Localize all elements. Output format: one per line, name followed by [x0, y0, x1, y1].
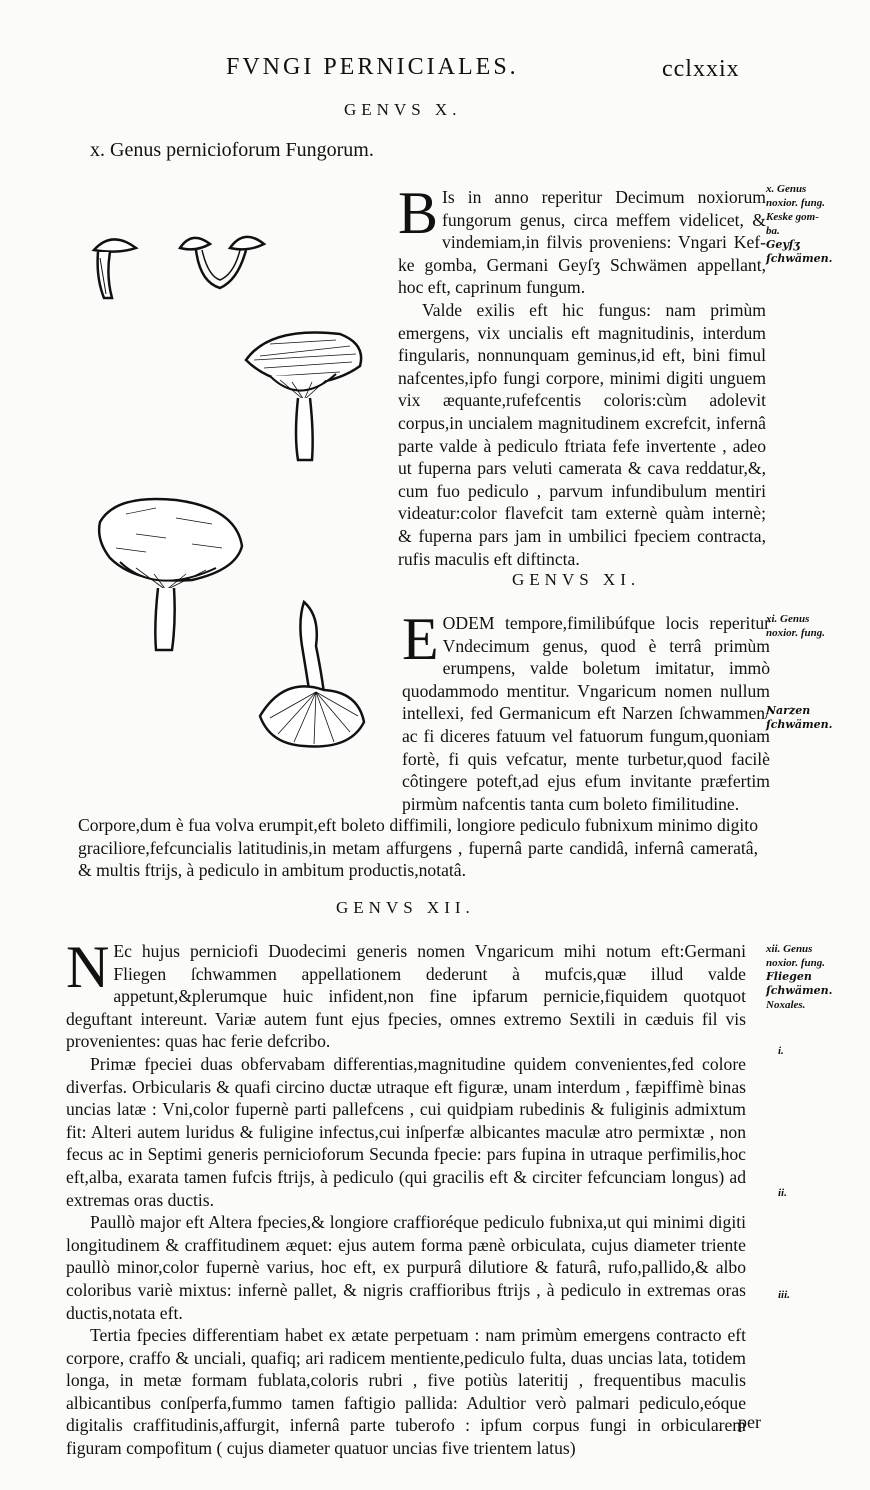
genus-xi-para-2: Corpore,dum è fua volva erumpit,eft boleto diffimili, longiore pediculo fubnixum minimo digito graciliore,fefcuncialis latitudinis,in metam affurgens , fupernâ parte candidâ, infernâ cameratâ, & multis ftrijs, à pediculo in ambitum productis,notatâ. — [78, 815, 758, 881]
margin-note: Fliegen — [766, 970, 812, 983]
genus-x-para-1: Is in anno reperitur Decimum noxiorum fungorum genus, circa meffem videlicet, & vindemiam,in filvis proveniens: Vngari Kef-ke gomba, Germani Geyſʒ Schwämen appellant, hoc eft, caprinum fungum. — [398, 187, 766, 298]
genus-xii-heading: GENVS XII. — [336, 898, 475, 917]
margin-note: ſchwämen. — [766, 718, 833, 731]
genus-xii-para-1: Ec hujus perniciofi Duodecimi generis nomen Vngaricum mihi notum eft:Germani Fliegen ſchwammen appellationem dederunt à mufcis,quæ illud valde appetunt,&plerumque huic infident,non fine ipfarum pernicie,fiquidem quotquot deguftant intereunt. Variæ autem funt ejus fpecies, omnes extremo Sextili in cæduis fil vis provenientes: quas hac ferie defcribo. — [66, 941, 746, 1052]
genus-x-heading: GENVS X. — [344, 100, 462, 119]
margin-note: Noxales. — [766, 999, 806, 1011]
genus-xi-heading: GENVS XI. — [512, 570, 641, 589]
genus-xii-margin-notes — [766, 942, 846, 1012]
margin-note: Geyſʒ — [766, 238, 800, 251]
margin-note: noxior. fung. — [766, 197, 825, 209]
folio-number: cclxxix — [662, 56, 740, 82]
boletus-mushroom-icon — [96, 494, 246, 654]
margin-note: ſchwämen. — [766, 252, 833, 265]
margin-note: x. Genus — [766, 183, 807, 195]
genus-x-text — [398, 180, 766, 570]
genus-xii-text — [66, 934, 746, 1460]
margin-note: xii. Genus — [766, 943, 813, 955]
funnel-mushroom-icon — [240, 326, 370, 466]
margin-note: Narzen — [766, 704, 811, 717]
drop-cap-n: N — [66, 934, 110, 1000]
inverted-mushroom-icon — [254, 596, 374, 756]
running-title: FVNGI PERNICIALES. — [226, 54, 519, 80]
margin-note: Keske gom- — [766, 211, 819, 223]
species-numeral-1: i. — [778, 1045, 784, 1057]
genus-xi-full-text — [78, 814, 758, 882]
genus-xi-para-1: ODEM tempore,fimilibúfque locis reperitur Vndecimum genus, quod è terrâ primùm erumpens, valde boletum imitatur, immò quodammodo mentitur. Vngaricum nomen nullum intellexi, fed Germanicum eft Narzen ſchwammen/ ac fi diceres fatuum vel fatuorum fungum,quoniam fortè, fi quis vefcatur, mente turbetur,quod facilè côtingere poteft,ad ejus efum invitante præfertim pirmùm nafcentis tanta cum boleto fimilitudine. — [402, 613, 770, 814]
margin-note: noxior. fung. — [766, 627, 825, 639]
genus-x-para-2: Valde exilis eft hic fungus: nam primùm emergens, vix uncialis eft magnitudinis, interdum fingularis, nonnunquam geminus,id eft, bini fimul nafcentes,ipfo fungi corpore, minimi digiti unguem vix æquante,rufefcentis coloris:cùm adolevit corpus,in uncialem magnitudinem excrefcit, infernâ parte valde à pediculo ftriata fefe invertente , adeo ut fuperna pars veluti camerata & cava reddatur,&, cum fuo pediculo , parvum infundibulum mentiri videatur:color flavefcit tam externè quàm internè; & fuperna pars jam in umbilici fpeciem contracta, rufis maculis eft diftincta. — [398, 299, 766, 569]
genus-xii-para-2: Primæ fpeciei duas obfervabam differentias,magnitudine quidem convenientes,fed colore diverfas. Orbicularis & quafi circino ductæ utraque eft figuræ, unam interdum , fæpiffimè binas uncias latæ : Vni,color fupernè parti pallefcens , cui quidpiam rubedinis & fuliginis admixtum fit: Alteri autem luridus & fuligine infectus,cui inſperfæ albicantes maculæ atro permixtæ , non fecus ac in Septimi generis pernicioforum Secunda fpecie: pars fupina in utraque perfimilis,hoc eft,alba, exarata tamen fufcis ftrijs, à pediculo (qui gracilis eft & circiter fefcunciam longus) ad extremas oras ductis. — [66, 1053, 746, 1210]
drop-cap-b: B — [398, 180, 439, 246]
genus-x-title: x. Genus pernicioforum Fungorum. — [90, 139, 374, 161]
margin-note: ba. — [766, 225, 780, 237]
drop-cap-e: E — [402, 606, 439, 672]
small-mushroom-icon — [88, 228, 148, 308]
margin-note: ſchwämen. — [766, 984, 833, 997]
species-numeral-2: ii. — [778, 1187, 787, 1199]
genus-xii-para-4: Tertia fpecies differentiam habet ex ætate perpetuam : nam primùm emergens contracto eft corpore, craffo & unciali, quafiq; ari radicem mentiente,pediculo fulta, duas uncias lata, totidem longa, in metæ formam fublata,coloris rubri , five potiùs lateritij , frequentibus maculis albicantibus conſperfa,fummo tamen faftigio pallida: Adultior verò palmari pediculo,eóque digitalis craffitudinis,affurgit, infernâ parte tuberofo : ipfum corpus fungi in orbicularem figuram compofitum ( cujus diameter quatuor uncias five trientem latus) — [66, 1325, 746, 1459]
margin-note: xi. Genus — [766, 613, 810, 625]
genus-xi-text — [402, 606, 770, 815]
genus-xii-para-3: Paullò major eft Altera fpecies,& longiore craffioréque pediculo fubnixa,ut qui minimi digiti longitudinem & craffitudinem æquet: ejus autem forma pænè orbiculata, cujus diameter triente paullò minor,color fupernè varius, hoc eft, ex purpurâ dilutiore & faturâ, rufo,pallido,& albo coloribus variè mixtus: infernè pallet, & nigris craffioribus ftrijs , à pediculo in extremas oras ductis,notata eft. — [66, 1212, 746, 1323]
catchword: per — [738, 1412, 761, 1432]
genus-xi-margin-notes — [766, 612, 846, 732]
genus-x-margin-notes — [766, 182, 846, 266]
margin-note: noxior. fung. — [766, 957, 825, 969]
twin-mushroom-icon — [176, 222, 276, 302]
species-numeral-3: iii. — [778, 1289, 790, 1301]
